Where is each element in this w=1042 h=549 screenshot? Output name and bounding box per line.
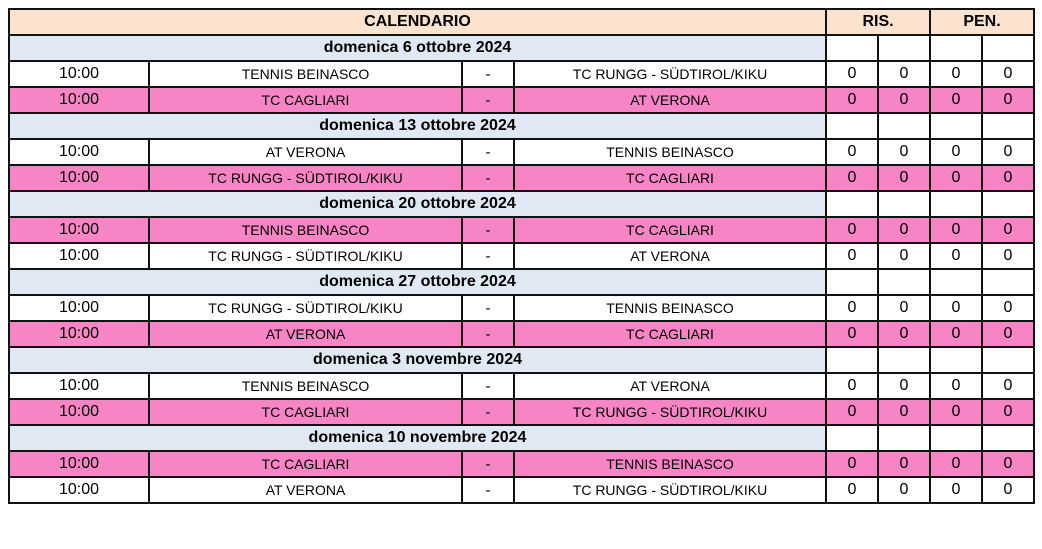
calendar-table: [8, 8, 1035, 504]
ris-away-score: 0: [878, 139, 930, 165]
match-separator: -: [462, 451, 514, 477]
match-time: 10:00: [9, 243, 149, 269]
ris-home-score: 0: [826, 139, 878, 165]
date-row: [9, 113, 1034, 139]
header-row: [9, 9, 1034, 35]
away-team: TC RUNGG - SÜDTIROL/KIKU: [514, 477, 826, 503]
date-row: [9, 347, 1034, 373]
match-row: [9, 243, 1034, 269]
date-row: [9, 35, 1034, 61]
away-team: TC CAGLIARI: [514, 165, 826, 191]
empty-score-cell: [878, 347, 930, 373]
match-time: 10:00: [9, 399, 149, 425]
away-team: TC CAGLIARI: [514, 321, 826, 347]
match-separator: -: [462, 87, 514, 113]
ris-home-score: 0: [826, 243, 878, 269]
date-row: [9, 191, 1034, 217]
match-row: [9, 165, 1034, 191]
match-time: 10:00: [9, 87, 149, 113]
empty-score-cell: [982, 113, 1034, 139]
away-team: AT VERONA: [514, 87, 826, 113]
ris-home-score: 0: [826, 399, 878, 425]
empty-score-cell: [982, 191, 1034, 217]
ris-away-score: 0: [878, 321, 930, 347]
ris-away-score: 0: [878, 165, 930, 191]
empty-score-cell: [878, 35, 930, 61]
pen-home-score: 0: [930, 451, 982, 477]
round-date: domenica 20 ottobre 2024: [9, 191, 826, 217]
away-team: TC RUNGG - SÜDTIROL/KIKU: [514, 399, 826, 425]
calendar-title: CALENDARIO: [9, 9, 826, 35]
pen-away-score: 0: [982, 451, 1034, 477]
empty-score-cell: [826, 191, 878, 217]
empty-score-cell: [930, 113, 982, 139]
pen-home-score: 0: [930, 139, 982, 165]
ris-away-score: 0: [878, 477, 930, 503]
empty-score-cell: [930, 347, 982, 373]
match-row: [9, 87, 1034, 113]
home-team: TENNIS BEINASCO: [149, 61, 462, 87]
empty-score-cell: [982, 347, 1034, 373]
home-team: AT VERONA: [149, 139, 462, 165]
pen-home-score: 0: [930, 295, 982, 321]
ris-home-score: 0: [826, 165, 878, 191]
home-team: TC RUNGG - SÜDTIROL/KIKU: [149, 243, 462, 269]
match-separator: -: [462, 139, 514, 165]
ris-home-score: 0: [826, 295, 878, 321]
ris-away-score: 0: [878, 399, 930, 425]
pen-away-score: 0: [982, 399, 1034, 425]
ris-header: RIS.: [826, 9, 930, 35]
ris-away-score: 0: [878, 451, 930, 477]
empty-score-cell: [826, 113, 878, 139]
match-row: [9, 295, 1034, 321]
match-row: [9, 61, 1034, 87]
match-time: 10:00: [9, 139, 149, 165]
match-time: 10:00: [9, 451, 149, 477]
home-team: TC RUNGG - SÜDTIROL/KIKU: [149, 165, 462, 191]
match-separator: -: [462, 217, 514, 243]
home-team: AT VERONA: [149, 321, 462, 347]
empty-score-cell: [826, 35, 878, 61]
match-row: [9, 373, 1034, 399]
match-separator: -: [462, 61, 514, 87]
pen-away-score: 0: [982, 217, 1034, 243]
calendar-body: [9, 9, 1034, 503]
pen-home-score: 0: [930, 217, 982, 243]
pen-home-score: 0: [930, 61, 982, 87]
match-row: [9, 321, 1034, 347]
match-time: 10:00: [9, 321, 149, 347]
away-team: TC CAGLIARI: [514, 217, 826, 243]
ris-home-score: 0: [826, 87, 878, 113]
ris-away-score: 0: [878, 87, 930, 113]
away-team: TC RUNGG - SÜDTIROL/KIKU: [514, 61, 826, 87]
pen-away-score: 0: [982, 139, 1034, 165]
match-separator: -: [462, 477, 514, 503]
ris-home-score: 0: [826, 373, 878, 399]
empty-score-cell: [982, 269, 1034, 295]
match-row: [9, 139, 1034, 165]
empty-score-cell: [878, 191, 930, 217]
away-team: TENNIS BEINASCO: [514, 139, 826, 165]
match-separator: -: [462, 165, 514, 191]
pen-away-score: 0: [982, 373, 1034, 399]
empty-score-cell: [826, 269, 878, 295]
ris-away-score: 0: [878, 243, 930, 269]
empty-score-cell: [878, 269, 930, 295]
match-separator: -: [462, 399, 514, 425]
home-team: TC CAGLIARI: [149, 451, 462, 477]
ris-home-score: 0: [826, 321, 878, 347]
ris-home-score: 0: [826, 477, 878, 503]
pen-home-score: 0: [930, 87, 982, 113]
pen-home-score: 0: [930, 373, 982, 399]
away-team: AT VERONA: [514, 243, 826, 269]
match-separator: -: [462, 243, 514, 269]
empty-score-cell: [930, 425, 982, 451]
pen-away-score: 0: [982, 165, 1034, 191]
empty-score-cell: [878, 425, 930, 451]
pen-home-score: 0: [930, 243, 982, 269]
round-date: domenica 13 ottobre 2024: [9, 113, 826, 139]
home-team: AT VERONA: [149, 477, 462, 503]
home-team: TC CAGLIARI: [149, 87, 462, 113]
match-time: 10:00: [9, 477, 149, 503]
pen-away-score: 0: [982, 477, 1034, 503]
match-row: [9, 477, 1034, 503]
pen-away-score: 0: [982, 87, 1034, 113]
date-row: [9, 425, 1034, 451]
round-date: domenica 6 ottobre 2024: [9, 35, 826, 61]
empty-score-cell: [982, 425, 1034, 451]
pen-home-score: 0: [930, 165, 982, 191]
pen-home-score: 0: [930, 399, 982, 425]
match-time: 10:00: [9, 165, 149, 191]
ris-away-score: 0: [878, 373, 930, 399]
ris-away-score: 0: [878, 217, 930, 243]
round-date: domenica 10 novembre 2024: [9, 425, 826, 451]
empty-score-cell: [982, 35, 1034, 61]
ris-home-score: 0: [826, 61, 878, 87]
empty-score-cell: [930, 191, 982, 217]
pen-away-score: 0: [982, 243, 1034, 269]
match-row: [9, 399, 1034, 425]
match-time: 10:00: [9, 295, 149, 321]
round-date: domenica 27 ottobre 2024: [9, 269, 826, 295]
round-date: domenica 3 novembre 2024: [9, 347, 826, 373]
empty-score-cell: [930, 269, 982, 295]
pen-header: PEN.: [930, 9, 1034, 35]
home-team: TENNIS BEINASCO: [149, 373, 462, 399]
match-separator: -: [462, 295, 514, 321]
match-row: [9, 217, 1034, 243]
empty-score-cell: [930, 35, 982, 61]
pen-away-score: 0: [982, 295, 1034, 321]
ris-away-score: 0: [878, 61, 930, 87]
home-team: TC CAGLIARI: [149, 399, 462, 425]
ris-home-score: 0: [826, 451, 878, 477]
pen-away-score: 0: [982, 321, 1034, 347]
pen-home-score: 0: [930, 477, 982, 503]
away-team: AT VERONA: [514, 373, 826, 399]
home-team: TC RUNGG - SÜDTIROL/KIKU: [149, 295, 462, 321]
match-separator: -: [462, 321, 514, 347]
pen-home-score: 0: [930, 321, 982, 347]
empty-score-cell: [826, 425, 878, 451]
away-team: TENNIS BEINASCO: [514, 451, 826, 477]
match-separator: -: [462, 373, 514, 399]
empty-score-cell: [878, 113, 930, 139]
empty-score-cell: [826, 347, 878, 373]
match-time: 10:00: [9, 373, 149, 399]
home-team: TENNIS BEINASCO: [149, 217, 462, 243]
date-row: [9, 269, 1034, 295]
match-time: 10:00: [9, 61, 149, 87]
match-row: [9, 451, 1034, 477]
pen-away-score: 0: [982, 61, 1034, 87]
ris-home-score: 0: [826, 217, 878, 243]
ris-away-score: 0: [878, 295, 930, 321]
match-time: 10:00: [9, 217, 149, 243]
away-team: TENNIS BEINASCO: [514, 295, 826, 321]
